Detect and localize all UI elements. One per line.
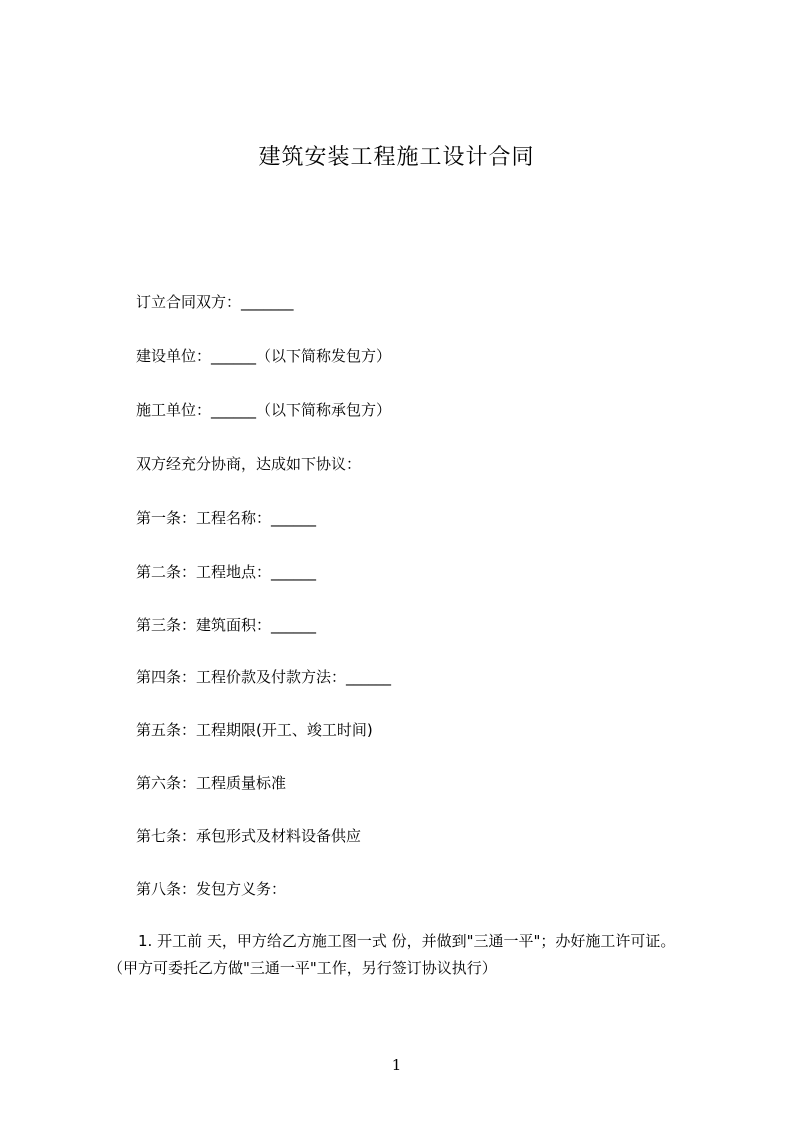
page-title: 建筑安装工程施工设计合同 — [258, 145, 535, 170]
clause-1-paragraph — [108, 928, 708, 982]
article-5-line: 第五条：工程期限(开工、竣工时间) — [136, 721, 373, 739]
article-6-line: 第六条：工程质量标准 — [136, 774, 287, 792]
article-4-line: 第四条：工程价款及付款方法：______ — [136, 668, 392, 686]
contractor-line: 施工单位：______（以下简称承包方） — [136, 401, 392, 419]
clause-1-first-line: 1. 开工前 天，甲方给乙方施工图一式 份，并做到"三通一平"；办好施工许可证。 — [138, 932, 676, 950]
clause-1-second-line: （甲方可委托乙方做"三通一平"工作，另行签订协议执行） — [108, 959, 497, 977]
article-7-line: 第七条：承包形式及材料设备供应 — [136, 827, 362, 845]
employer-line: 建设单位：______（以下简称发包方） — [136, 347, 392, 365]
page-number: 1 — [391, 1056, 402, 1074]
contract-parties-line: 订立合同双方：_______ — [136, 293, 294, 311]
article-2-line: 第二条：工程地点：______ — [136, 563, 317, 581]
article-3-line: 第三条：建筑面积：______ — [136, 616, 317, 634]
article-8-line: 第八条：发包方义务： — [136, 880, 287, 898]
agreement-intro-line: 双方经充分协商，达成如下协议： — [136, 455, 362, 473]
article-1-line: 第一条：工程名称：______ — [136, 509, 317, 527]
